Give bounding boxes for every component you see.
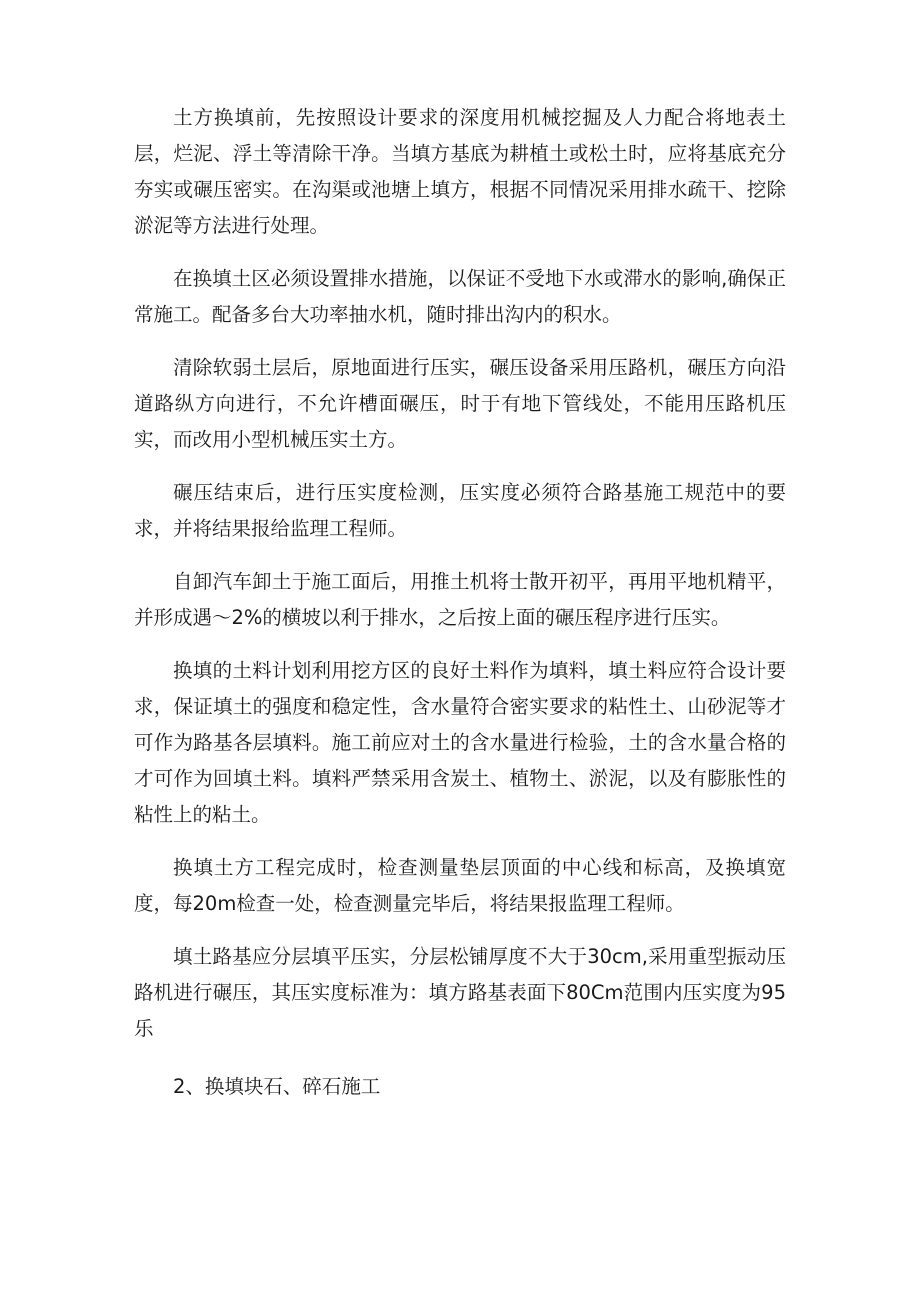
paragraph-compaction-testing: 碾压结束后，进行压实度检测，压实度必须符合路基施工规范中的要求，并将结果报给监理工程师。 <box>134 481 786 540</box>
section-heading: 2、换填块石、碎石施工 <box>173 1075 381 1098</box>
paragraph-layered-fill: 填土路基应分层填平压实，分层松铺厚度不大于30cm,采用重型振动压路机进行碾压，其压实度标准为：填方路基表面下80Cm范围内压实度为95乐 <box>134 945 786 1040</box>
paragraph-leveling: 自卸汽车卸土于施工面后，用推土机将士散开初平，再用平地机精平，并形成遇～2%的横坡以利于排水，之后按上面的碾压程序进行压实。 <box>134 570 786 629</box>
paragraph-soil-replacement-prep: 土方换填前，先按照设计要求的深度用机械挖掘及人力配合将地表土层，烂泥、浮土等清除干净。当填方基底为耕植土或松土时，应将基底充分夯实或碾压密实。在沟渠或池塘上填方，根据不同情况采用排水疏干、挖除淤泥等方法进行处理。 <box>134 106 786 237</box>
paragraph-fill-material: 换填的土料计划利用挖方区的良好土料作为填料，填土料应符合设计要求，保证填土的强度和稳定性，含水量符合密实要求的粘性土、山砂泥等才可作为路基各层填料。施工前应对土的含水量进行检验，土的含水量合格的才可作为回填土料。填料严禁采用含炭土、植物土、淤泥，以及有膨胀性的粘性上的粘土。 <box>134 659 786 826</box>
paragraph-drainage-measures: 在换填土区必须设置排水措施，以保证不受地下水或滞水的影响,确保正常施工。配备多台大功率抽水机，随时排出沟内的积水。 <box>134 267 786 326</box>
paragraph-ground-compaction: 清除软弱土层后，原地面进行压实，碾压设备采用压路机，碾压方向沿道路纵方向进行，不允许槽面碾压，时于有地下管线处，不能用压路机压实，而改用小型机械压实土方。 <box>134 356 786 451</box>
paragraph-inspection: 换填土方工程完成时，检查测量垫层顶面的中心线和标高，及换填宽度，每20m检查一处，检查测量完毕后，将结果报监理工程师。 <box>134 856 786 915</box>
document-body <box>134 100 786 1122</box>
